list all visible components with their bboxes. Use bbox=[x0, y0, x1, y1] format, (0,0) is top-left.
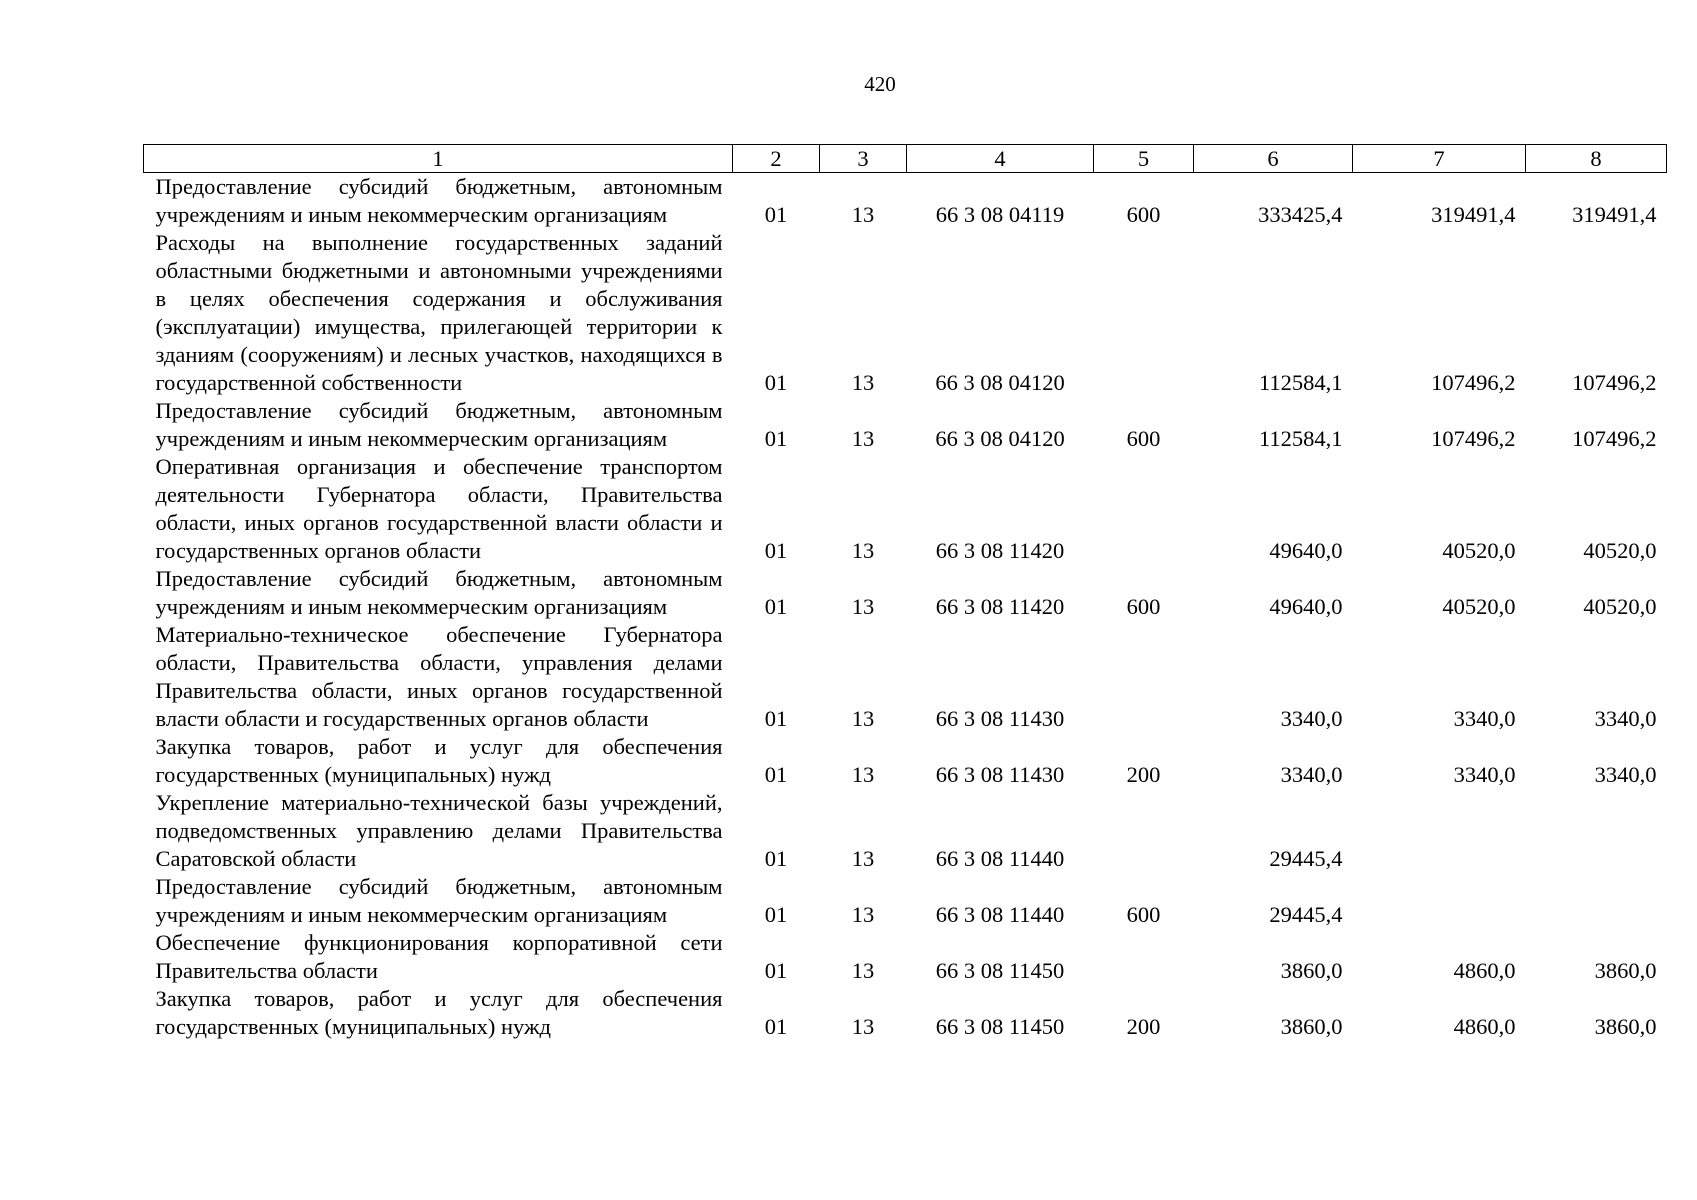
row-section: 01 bbox=[764, 846, 788, 871]
row-amount-col6: 112584,1 bbox=[1258, 370, 1343, 395]
header-cell-6: 6 bbox=[1194, 145, 1353, 173]
row-subsection: 13 bbox=[851, 846, 875, 871]
row-amount-col7: 3340,0 bbox=[1453, 762, 1516, 787]
row-amount-col7: 40520,0 bbox=[1442, 594, 1516, 619]
row-amount-col7: 4860,0 bbox=[1453, 958, 1516, 983]
row-amount-col8: 319491,4 bbox=[1572, 202, 1657, 227]
row-amount-col8: 3860,0 bbox=[1594, 958, 1657, 983]
row-subsection: 13 bbox=[851, 902, 875, 927]
row-amount-col8: 3340,0 bbox=[1594, 706, 1657, 731]
table-row bbox=[144, 565, 1667, 621]
table-row bbox=[144, 397, 1667, 453]
row-amount-col6: 3860,0 bbox=[1280, 958, 1343, 983]
row-name: Обеспечение функционирования корпоративной сети Правительства области bbox=[155, 930, 723, 983]
row-expense-type: 600 bbox=[1126, 594, 1161, 619]
row-subsection: 13 bbox=[851, 762, 875, 787]
header-cell-8: 8 bbox=[1526, 145, 1667, 173]
table-row bbox=[144, 733, 1667, 789]
row-expense-type bbox=[1094, 229, 1194, 397]
row-amount-col7 bbox=[1353, 873, 1526, 929]
row-target-article: 66 3 08 11440 bbox=[935, 902, 1065, 927]
row-name: Предоставление субсидий бюджетным, автономным учреждениям и иным некоммерческим организациям bbox=[155, 398, 723, 451]
table-row bbox=[144, 173, 1667, 230]
row-amount-col8: 3860,0 bbox=[1594, 1014, 1657, 1039]
row-amount-col6: 29445,4 bbox=[1269, 902, 1343, 927]
header-cell-3: 3 bbox=[820, 145, 907, 173]
row-name: Расходы на выполнение государственных заданий областными бюджетными и автономными учреждениями в целях обеспечения содержания и обслуживания (эксплуатации) имущества, прилегающей территории к зданиям (сооружениям) и лесных участков, находящихся в государственной собственности bbox=[155, 230, 723, 395]
row-name: Закупка товаров, работ и услуг для обеспечения государственных (муниципальных) нужд bbox=[155, 734, 723, 787]
row-amount-col7: 3340,0 bbox=[1453, 706, 1516, 731]
row-target-article: 66 3 08 04120 bbox=[935, 370, 1065, 395]
row-amount-col8: 3340,0 bbox=[1594, 762, 1657, 787]
page-number: 420 bbox=[864, 72, 896, 96]
table-row bbox=[144, 929, 1667, 985]
row-subsection: 13 bbox=[851, 1014, 875, 1039]
table-row bbox=[144, 789, 1667, 873]
row-expense-type: 200 bbox=[1126, 762, 1161, 787]
row-target-article: 66 3 08 11420 bbox=[935, 538, 1065, 563]
row-expense-type: 600 bbox=[1126, 902, 1161, 927]
row-subsection: 13 bbox=[851, 594, 875, 619]
row-subsection: 13 bbox=[851, 706, 875, 731]
table-row bbox=[144, 873, 1667, 929]
header-cell-2: 2 bbox=[733, 145, 820, 173]
header-cell-5: 5 bbox=[1094, 145, 1194, 173]
row-target-article: 66 3 08 11450 bbox=[935, 1014, 1065, 1039]
row-section: 01 bbox=[764, 594, 788, 619]
row-amount-col8 bbox=[1526, 789, 1667, 873]
row-amount-col6: 29445,4 bbox=[1269, 846, 1343, 871]
row-name: Оперативная организация и обеспечение транспортом деятельности Губернатора области, Правительства области, иных органов государственной власти области и государственных органов области bbox=[155, 454, 723, 563]
row-amount-col8: 40520,0 bbox=[1583, 594, 1657, 619]
row-name: Закупка товаров, работ и услуг для обеспечения государственных (муниципальных) нужд bbox=[155, 986, 723, 1039]
row-section: 01 bbox=[764, 902, 788, 927]
row-subsection: 13 bbox=[851, 202, 875, 227]
row-name: Предоставление субсидий бюджетным, автономным учреждениям и иным некоммерческим организациям bbox=[155, 874, 723, 927]
row-section: 01 bbox=[764, 370, 788, 395]
row-amount-col7: 4860,0 bbox=[1453, 1014, 1516, 1039]
row-target-article: 66 3 08 11430 bbox=[935, 706, 1065, 731]
row-expense-type bbox=[1094, 929, 1194, 985]
row-expense-type bbox=[1094, 789, 1194, 873]
row-amount-col6: 3860,0 bbox=[1280, 1014, 1343, 1039]
table-row bbox=[144, 985, 1667, 1041]
budget-table bbox=[143, 144, 1667, 1041]
row-name: Материально-техническое обеспечение Губернатора области, Правительства области, управления делами Правительства области, иных органов государственной власти области и государственных органов области bbox=[155, 622, 723, 731]
row-target-article: 66 3 08 11420 bbox=[935, 594, 1065, 619]
row-amount-col6: 3340,0 bbox=[1280, 706, 1343, 731]
row-target-article: 66 3 08 11430 bbox=[935, 762, 1065, 787]
row-target-article: 66 3 08 11440 bbox=[935, 846, 1065, 871]
row-subsection: 13 bbox=[851, 958, 875, 983]
row-target-article: 66 3 08 04119 bbox=[935, 202, 1065, 227]
row-amount-col7: 40520,0 bbox=[1442, 538, 1516, 563]
header-cell-7: 7 bbox=[1353, 145, 1526, 173]
row-amount-col6: 333425,4 bbox=[1258, 202, 1343, 227]
row-amount-col8: 107496,2 bbox=[1572, 426, 1657, 451]
header-cell-4: 4 bbox=[907, 145, 1094, 173]
row-target-article: 66 3 08 11450 bbox=[935, 958, 1065, 983]
table-row bbox=[144, 453, 1667, 565]
row-amount-col6: 3340,0 bbox=[1280, 762, 1343, 787]
row-amount-col7: 107496,2 bbox=[1431, 370, 1516, 395]
row-expense-type: 600 bbox=[1126, 202, 1161, 227]
row-amount-col8: 107496,2 bbox=[1572, 370, 1657, 395]
row-subsection: 13 bbox=[851, 370, 875, 395]
header-cell-1: 1 bbox=[144, 145, 733, 173]
row-section: 01 bbox=[764, 202, 788, 227]
row-amount-col7: 319491,4 bbox=[1431, 202, 1516, 227]
row-name: Предоставление субсидий бюджетным, автономным учреждениям и иным некоммерческим организациям bbox=[155, 566, 723, 619]
row-name: Предоставление субсидий бюджетным, автономным учреждениям и иным некоммерческим организациям bbox=[155, 174, 723, 227]
row-expense-type: 600 bbox=[1126, 426, 1161, 451]
row-section: 01 bbox=[764, 426, 788, 451]
row-name: Укрепление материально-технической базы учреждений, подведомственных управлению делами Правительства Саратовской области bbox=[155, 790, 723, 871]
row-amount-col6: 49640,0 bbox=[1269, 594, 1343, 619]
row-amount-col7: 107496,2 bbox=[1431, 426, 1516, 451]
header-row bbox=[144, 145, 1667, 173]
row-amount-col7 bbox=[1353, 789, 1526, 873]
row-expense-type bbox=[1094, 453, 1194, 565]
row-section: 01 bbox=[764, 958, 788, 983]
row-amount-col8: 40520,0 bbox=[1583, 538, 1657, 563]
row-section: 01 bbox=[764, 538, 788, 563]
row-subsection: 13 bbox=[851, 538, 875, 563]
table-row bbox=[144, 621, 1667, 733]
row-expense-type: 200 bbox=[1126, 1014, 1161, 1039]
row-subsection: 13 bbox=[851, 426, 875, 451]
table-row bbox=[144, 229, 1667, 397]
row-amount-col8 bbox=[1526, 873, 1667, 929]
row-section: 01 bbox=[764, 1014, 788, 1039]
row-expense-type bbox=[1094, 621, 1194, 733]
row-target-article: 66 3 08 04120 bbox=[935, 426, 1065, 451]
row-amount-col6: 49640,0 bbox=[1269, 538, 1343, 563]
row-section: 01 bbox=[764, 762, 788, 787]
row-section: 01 bbox=[764, 706, 788, 731]
row-amount-col6: 112584,1 bbox=[1258, 426, 1343, 451]
